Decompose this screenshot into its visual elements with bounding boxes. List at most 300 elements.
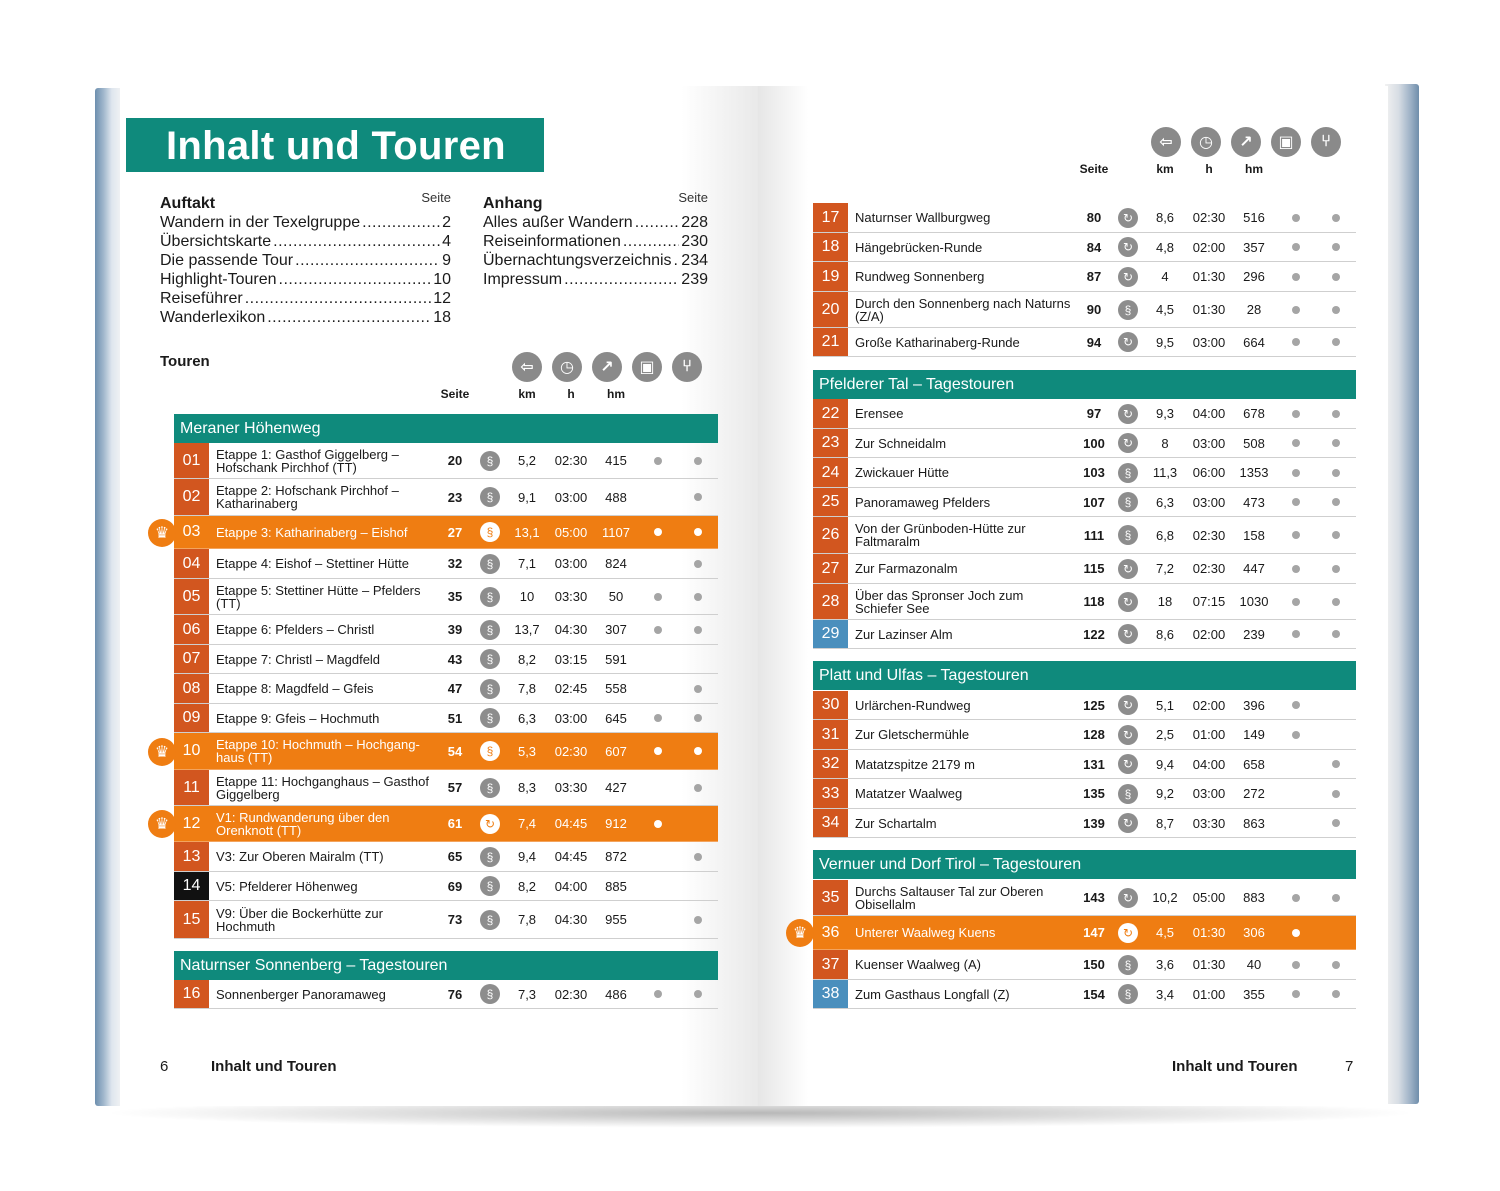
tour-ascent: 883	[1243, 890, 1265, 905]
tour-row[interactable]	[813, 458, 1356, 488]
tour-page: 115	[1083, 561, 1105, 576]
tour-duration: 02:30	[1192, 527, 1226, 543]
tour-row[interactable]	[813, 262, 1356, 292]
tour-duration: 04:00	[554, 878, 588, 894]
tour-row[interactable]	[813, 779, 1356, 809]
tour-row[interactable]	[174, 674, 718, 704]
food-available-dot	[1332, 819, 1340, 827]
toc-entry-page: 18	[433, 309, 451, 326]
tour-duration: 01:30	[1192, 302, 1226, 317]
tour-page: 139	[1083, 815, 1105, 831]
tour-km: 8,6	[1155, 210, 1175, 225]
tour-name: Zur Lazinser Alm	[855, 626, 953, 642]
tour-duration: 04:00	[1192, 406, 1226, 421]
food-available-dot	[694, 784, 702, 792]
toc-leader-dots	[674, 251, 680, 270]
tour-ascent: 239	[1243, 626, 1265, 642]
toc-auftakt	[160, 190, 451, 327]
tour-row[interactable]	[174, 615, 718, 645]
loop-route-icon: ↻	[1118, 404, 1138, 424]
toc-entry-title: Highlight-Touren	[160, 271, 277, 288]
tour-km: 4,5	[1155, 302, 1175, 317]
tour-name: Etappe 10: Hochmuth – Hochgang-haus (TT)	[216, 737, 420, 765]
tour-km: 8	[1161, 435, 1169, 451]
bus-available-dot	[654, 528, 662, 536]
tour-page: 76	[447, 986, 463, 1002]
bus-available-dot	[1292, 469, 1300, 477]
tour-page: 65	[447, 849, 463, 864]
tour-ascent: 1107	[602, 524, 630, 540]
tour-duration: 01:30	[1192, 925, 1226, 940]
point-to-point-route-icon: §	[1118, 300, 1138, 320]
tour-row[interactable]	[813, 554, 1356, 584]
tour-name: Hängebrücken-Runde	[855, 239, 983, 255]
tour-ascent: 1030	[1239, 594, 1269, 609]
bus-available-dot	[1292, 273, 1300, 281]
tour-name: Matatzspitze 2179 m	[855, 756, 975, 772]
tour-ascent: 516	[1243, 210, 1265, 225]
tour-page: 47	[447, 681, 463, 696]
loop-route-icon: ↻	[1118, 592, 1138, 612]
toc-entry[interactable]	[483, 270, 708, 289]
toc-entry[interactable]	[160, 289, 451, 308]
tour-page: 135	[1083, 786, 1105, 801]
tour-row[interactable]	[813, 950, 1356, 980]
tour-name: Panoramaweg Pfelders	[855, 494, 991, 510]
point-to-point-route-icon: §	[480, 554, 500, 574]
loop-route-icon: ↻	[1118, 754, 1138, 774]
tour-km: 13,1	[514, 524, 540, 540]
tour-page: 90	[1086, 302, 1102, 317]
point-to-point-route-icon: §	[480, 708, 500, 728]
toc-seite-label: Seite	[678, 190, 708, 205]
footer-left-title: Inhalt und Touren	[211, 1058, 337, 1075]
touren-heading: Touren	[160, 353, 210, 370]
section-heading: Pfelderer Tal – Tagestouren	[813, 370, 1356, 399]
toc-entry-title: Alles außer Wandern	[483, 214, 633, 231]
highlight-crown-icon: ♛	[786, 919, 814, 947]
tour-name: Unterer Waalweg Kuens	[855, 925, 996, 940]
food-available-dot	[1332, 531, 1340, 539]
tour-number: 24	[813, 458, 848, 487]
toc-leader-dots	[564, 270, 679, 289]
tour-row[interactable]	[813, 488, 1356, 517]
tour-number: 37	[813, 950, 848, 979]
bus-available-dot	[1292, 701, 1300, 709]
tour-ascent: 486	[605, 986, 627, 1002]
loop-route-icon: ↻	[1118, 725, 1138, 745]
tour-name: V3: Zur Oberen Mairalm (TT)	[216, 849, 384, 864]
toc-entry[interactable]	[160, 308, 451, 327]
tour-km: 9,5	[1155, 334, 1175, 350]
loop-route-icon: ↻	[1118, 923, 1138, 943]
tour-page: 61	[447, 816, 463, 831]
tour-row[interactable]	[813, 429, 1356, 458]
toc-entry-title: Impressum	[483, 271, 563, 288]
food-available-dot	[1332, 243, 1340, 251]
tour-name: Etappe 4: Eishof – Stettiner Hütte	[216, 556, 409, 571]
food-available-dot	[1332, 961, 1340, 969]
tour-page: 87	[1086, 269, 1102, 284]
footer-left-num: 6	[160, 1058, 169, 1075]
book-edge-right	[1385, 84, 1419, 1104]
toc-entry[interactable]	[160, 232, 451, 251]
tour-name: Zur Gletschermühle	[855, 727, 970, 742]
tour-km: 3,4	[1155, 986, 1175, 1002]
tour-row[interactable]	[174, 770, 718, 806]
tour-duration: 06:00	[1192, 465, 1226, 480]
tour-page: 23	[447, 489, 463, 505]
food-available-dot	[1332, 469, 1340, 477]
tour-number: 19	[813, 262, 848, 291]
tour-row[interactable]	[813, 203, 1356, 233]
tour-ascent: 307	[605, 622, 627, 637]
tour-km: 8,2	[517, 651, 537, 667]
column-head-km: km	[1156, 162, 1174, 176]
tour-page: 54	[447, 743, 463, 759]
tour-row[interactable]	[813, 620, 1356, 649]
bus-available-dot	[1292, 338, 1300, 346]
column-head-km: km	[518, 387, 536, 401]
tour-duration: 03:00	[554, 489, 588, 505]
tour-name: Urlärchen-Rundweg	[855, 697, 971, 713]
bus-available-dot	[1292, 598, 1300, 606]
tour-page: 103	[1083, 465, 1105, 480]
tour-km: 4,8	[1155, 239, 1175, 255]
tour-name: Rundweg Sonnenberg	[855, 269, 985, 284]
tour-km: 8,2	[517, 878, 537, 894]
page-title: Inhalt und Touren	[166, 124, 506, 168]
column-head-seite: Seite	[440, 387, 470, 401]
toc-leader-dots	[362, 213, 440, 232]
tour-km: 5,2	[517, 453, 537, 468]
tour-km: 6,3	[517, 710, 537, 726]
food-available-dot	[694, 626, 702, 634]
tour-number: 03	[174, 516, 209, 548]
tour-number: 01	[174, 443, 209, 478]
toc-entry[interactable]	[160, 251, 451, 270]
food-available-dot	[694, 853, 702, 861]
toc-entry[interactable]	[160, 270, 451, 289]
food-available-dot	[694, 747, 702, 755]
tour-number: 09	[174, 704, 209, 732]
tour-name: Etappe 6: Pfelders – Christl	[216, 622, 375, 637]
tour-page: 143	[1083, 890, 1105, 905]
tour-row[interactable]	[813, 720, 1356, 750]
tour-number: 07	[174, 645, 209, 673]
tour-ascent: 558	[605, 681, 627, 696]
tour-duration: 05:00	[1192, 890, 1226, 905]
tour-km: 8,7	[1155, 815, 1175, 831]
tour-name: Etappe 9: Gfeis – Hochmuth	[216, 710, 380, 726]
tour-km: 7,3	[517, 986, 537, 1002]
point-to-point-route-icon: §	[480, 451, 500, 471]
bus-available-dot	[654, 990, 662, 998]
tour-km: 10,2	[1152, 890, 1178, 905]
clock-icon: ◷	[552, 352, 582, 382]
food-available-dot	[694, 990, 702, 998]
footer-right-title: Inhalt und Touren	[1172, 1058, 1298, 1075]
loop-route-icon: ↻	[1118, 267, 1138, 287]
food-available-dot	[1332, 790, 1340, 798]
tour-duration: 02:30	[554, 986, 588, 1002]
loop-route-icon: ↻	[1118, 888, 1138, 908]
tour-page: 100	[1083, 435, 1105, 451]
bus-available-dot	[654, 626, 662, 634]
tour-row[interactable]	[813, 691, 1356, 720]
point-to-point-route-icon: §	[1118, 492, 1138, 512]
toc-entry-page: 4	[442, 233, 451, 250]
toc-entry[interactable]	[483, 232, 708, 251]
food-available-dot	[694, 916, 702, 924]
loop-route-icon: ↻	[1118, 813, 1138, 833]
ascent-icon: ↗	[592, 352, 622, 382]
bus-available-dot	[1292, 731, 1300, 739]
bus-available-dot	[1292, 961, 1300, 969]
tour-number: 12	[174, 806, 209, 841]
tour-row[interactable]	[813, 399, 1356, 429]
tour-km: 3,6	[1155, 957, 1175, 972]
tour-km: 7,1	[517, 556, 537, 571]
food-available-dot	[1332, 273, 1340, 281]
toc-leader-dots	[295, 251, 440, 270]
food-available-dot	[1332, 990, 1340, 998]
highlight-crown-icon: ♛	[148, 519, 176, 547]
point-to-point-route-icon: §	[480, 876, 500, 896]
tour-row[interactable]	[174, 842, 718, 872]
tour-ascent: 415	[605, 453, 627, 468]
footer-right-num: 7	[1345, 1058, 1354, 1075]
food-available-dot	[1332, 410, 1340, 418]
bus-available-dot	[1292, 531, 1300, 539]
tour-ascent: 447	[1243, 561, 1265, 576]
tour-row[interactable]	[813, 880, 1356, 916]
tour-duration: 02:45	[554, 681, 588, 696]
toc-leader-dots	[635, 213, 680, 232]
tour-row[interactable]	[174, 733, 718, 770]
toc-entry-page: 10	[433, 271, 451, 288]
tour-number: 30	[813, 691, 848, 719]
toc-anhang	[483, 190, 708, 289]
tour-row[interactable]	[174, 516, 718, 549]
tour-row[interactable]	[813, 328, 1356, 357]
tour-duration: 02:00	[1192, 697, 1226, 713]
food-available-dot	[694, 493, 702, 501]
tour-row[interactable]	[813, 517, 1356, 554]
loop-route-icon: ↻	[1118, 208, 1138, 228]
tour-row[interactable]	[174, 479, 718, 516]
loop-route-icon: ↻	[480, 814, 500, 834]
bus-icon: ▣	[1271, 127, 1301, 157]
highlight-crown-icon: ♛	[148, 810, 176, 838]
tour-duration: 02:00	[1192, 626, 1226, 642]
tour-duration: 03:00	[1192, 435, 1226, 451]
section-heading: Naturnser Sonnenberg – Tagestouren	[174, 951, 718, 980]
tour-row[interactable]	[813, 809, 1356, 838]
bus-available-dot	[654, 747, 662, 755]
tour-ascent: 306	[1243, 925, 1265, 940]
tour-row[interactable]	[174, 443, 718, 479]
bus-available-dot	[1292, 306, 1300, 314]
tour-number: 36	[813, 916, 848, 949]
tour-ascent: 1353	[1239, 465, 1269, 480]
column-head-h: h	[567, 387, 575, 401]
toc-entry[interactable]	[483, 251, 708, 270]
toc-entry-page: 230	[681, 233, 708, 250]
tour-km: 6,3	[1155, 494, 1175, 510]
tour-number: 02	[174, 479, 209, 515]
tour-duration: 01:30	[1192, 957, 1226, 972]
food-available-dot	[694, 685, 702, 693]
tour-row[interactable]	[174, 579, 718, 615]
tour-page: 43	[447, 651, 463, 667]
tour-row[interactable]	[813, 980, 1356, 1009]
tour-duration: 03:00	[1192, 786, 1226, 801]
point-to-point-route-icon: §	[480, 487, 500, 507]
tour-page: 27	[447, 524, 463, 540]
loop-route-icon: ↻	[1118, 624, 1138, 644]
tour-ascent: 885	[605, 878, 627, 894]
tour-km: 9,1	[517, 489, 537, 505]
food-available-dot	[694, 714, 702, 722]
point-to-point-route-icon: §	[1118, 525, 1138, 545]
bus-available-dot	[1292, 214, 1300, 222]
restaurant-icon: ⑂	[672, 352, 702, 382]
tour-duration: 03:15	[554, 651, 588, 667]
tour-number: 05	[174, 579, 209, 614]
tour-number: 15	[174, 901, 209, 938]
tour-name: Zur Schartalm	[855, 815, 937, 831]
tour-page: 122	[1083, 626, 1105, 642]
toc-entry[interactable]	[483, 213, 708, 232]
tour-row[interactable]	[813, 584, 1356, 620]
tour-page: 84	[1086, 239, 1102, 255]
tour-page: 20	[447, 453, 463, 468]
food-available-dot	[1332, 565, 1340, 573]
tour-page: 111	[1083, 527, 1105, 543]
section-heading: Vernuer und Dorf Tirol – Tagestouren	[813, 850, 1356, 879]
tour-name: Etappe 8: Magdfeld – Gfeis	[216, 681, 374, 696]
section-heading: Meraner Höhenweg	[174, 414, 718, 443]
tour-row[interactable]	[174, 645, 718, 674]
tour-km: 18	[1157, 594, 1173, 609]
tour-row[interactable]	[174, 549, 718, 579]
food-available-dot	[1332, 498, 1340, 506]
tour-ascent: 396	[1243, 697, 1265, 713]
bus-available-dot	[1292, 498, 1300, 506]
tour-row[interactable]	[813, 916, 1356, 950]
tour-km: 2,5	[1155, 727, 1175, 742]
tour-km: 9,4	[1155, 756, 1175, 772]
tour-duration: 04:00	[1192, 756, 1226, 772]
food-available-dot	[694, 528, 702, 536]
loop-route-icon: ↻	[1118, 695, 1138, 715]
tour-number: 33	[813, 779, 848, 808]
tour-duration: 03:00	[554, 556, 588, 571]
tour-number: 14	[174, 872, 209, 900]
tour-row[interactable]	[174, 806, 718, 842]
column-head-hm: hm	[607, 387, 625, 401]
tour-ascent: 40	[1246, 957, 1262, 972]
tour-km: 11,3	[1152, 465, 1178, 480]
tour-ascent: 508	[1243, 435, 1265, 451]
tour-number: 27	[813, 554, 848, 583]
tour-row[interactable]	[813, 233, 1356, 262]
book-edge-left	[95, 88, 123, 1106]
tour-number: 25	[813, 488, 848, 516]
tour-page: 131	[1083, 756, 1105, 772]
tour-name: Durchs Saltauser Tal zur Oberen Obisellalm	[855, 883, 1044, 912]
tour-ascent: 658	[1243, 756, 1265, 772]
tour-page: 39	[447, 622, 463, 637]
tour-page: 51	[447, 710, 463, 726]
column-head-h: h	[1205, 162, 1213, 176]
tour-km: 4,5	[1155, 925, 1175, 940]
point-to-point-route-icon: §	[1118, 463, 1138, 483]
toc-entry-page: 239	[681, 271, 708, 288]
bus-available-dot	[1292, 410, 1300, 418]
tour-number: 32	[813, 750, 848, 778]
tour-ascent: 664	[1243, 334, 1265, 350]
bus-available-dot	[654, 714, 662, 722]
header-icons-left	[512, 352, 712, 382]
tour-row[interactable]	[174, 872, 718, 901]
header-icons-right	[1151, 127, 1351, 157]
tour-km: 7,8	[517, 681, 537, 696]
tour-row[interactable]	[813, 750, 1356, 779]
tour-duration: 03:00	[554, 710, 588, 726]
tour-km: 13,7	[514, 622, 540, 637]
food-available-dot	[1332, 630, 1340, 638]
tour-km: 8,3	[517, 780, 537, 795]
toc-entry-page: 9	[442, 252, 451, 269]
point-to-point-route-icon: §	[1118, 955, 1138, 975]
tour-duration: 04:30	[554, 622, 588, 637]
tour-page: 107	[1083, 494, 1105, 510]
tour-name: Von der Grünboden-Hütte zur Faltmaralm	[855, 521, 1026, 549]
ascent-icon: ↗	[1231, 127, 1261, 157]
bus-available-dot	[1292, 894, 1300, 902]
tour-name: V9: Über die Bockerhütte zur Hochmuth	[216, 905, 383, 934]
tour-row[interactable]	[174, 901, 718, 939]
tour-name: Durch den Sonnenberg nach Naturns (Z/A)	[855, 295, 1071, 324]
loop-route-icon: ↻	[1118, 237, 1138, 257]
tour-ascent: 863	[1243, 815, 1265, 831]
tour-duration: 04:45	[554, 816, 588, 831]
bus-available-dot	[1292, 243, 1300, 251]
tour-page: 154	[1083, 986, 1105, 1002]
tour-ascent: 872	[605, 849, 627, 864]
bus-available-dot	[1292, 439, 1300, 447]
tour-name: V5: Pfelderer Höhenweg	[216, 878, 358, 894]
tour-page: 35	[447, 589, 463, 604]
tour-name: V1: Rundwanderung über den Orenknott (TT)	[216, 809, 390, 838]
tour-page: 97	[1086, 406, 1102, 421]
tour-number: 26	[813, 517, 848, 553]
tour-row[interactable]	[174, 704, 718, 733]
tour-number: 28	[813, 584, 848, 619]
tour-row[interactable]	[174, 980, 718, 1009]
toc-entry[interactable]	[160, 213, 451, 232]
bus-available-dot	[654, 820, 662, 828]
tour-number: 35	[813, 880, 848, 915]
tour-duration: 01:00	[1192, 986, 1226, 1002]
tour-km: 6,8	[1155, 527, 1175, 543]
column-head-hm: hm	[1245, 162, 1263, 176]
tour-row[interactable]	[813, 292, 1356, 328]
toc-entry-title: Übersichtskarte	[160, 233, 272, 250]
tour-number: 29	[813, 620, 848, 648]
